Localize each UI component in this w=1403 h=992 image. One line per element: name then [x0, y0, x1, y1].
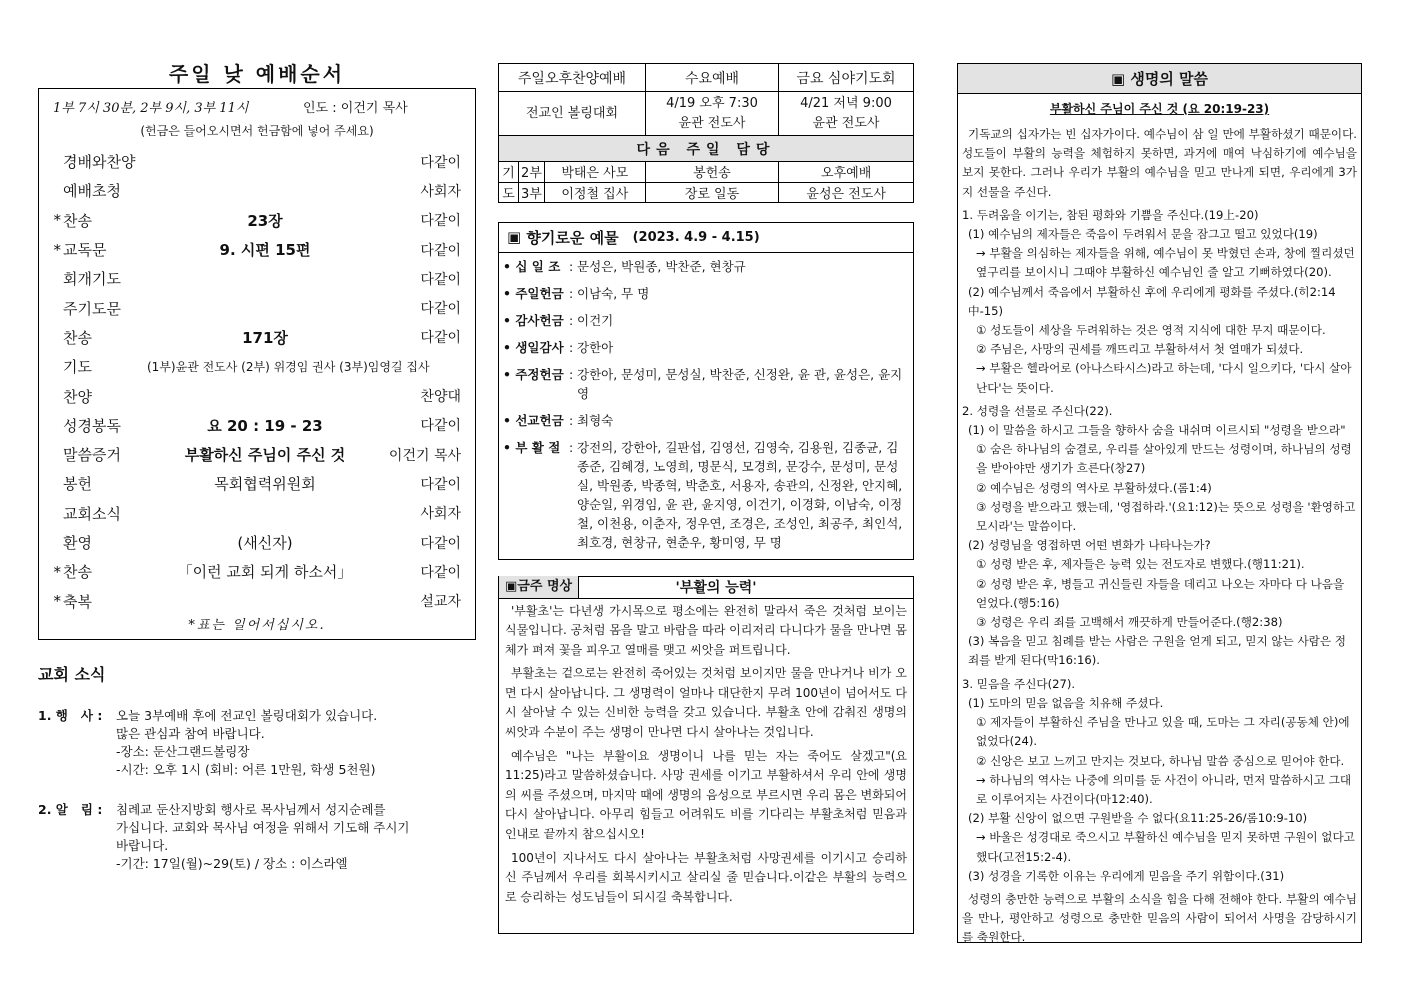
sermon-line: → 하나님의 역사는 나중에 의미를 둔 사건이 아니라, 먼저 말씀하시고 그대로 이루어지는 사건이다(마12:40). — [976, 772, 1352, 806]
sermon-line: (3) 성경을 기록한 이유는 우리에게 믿음을 주기 위함이다.(31) — [968, 868, 1285, 883]
friday-time: 4/21 저녁 9:00 — [800, 95, 892, 111]
order-label: 환영 — [63, 534, 92, 552]
sermon-line: 1. 두려움을 이기는, 참된 평화와 기쁨을 주신다.(19上-20) — [962, 207, 1259, 222]
square-icon: ▣ — [505, 579, 518, 594]
sermon-line: ② 성령 받은 후, 병들고 귀신들린 자들을 데리고 나오는 자마다 다 나음을 얻었다.(행5:16) — [976, 576, 1345, 610]
offering-list — [499, 253, 913, 556]
order-row — [39, 381, 475, 410]
duty-evening: 윤성은 전도사 — [779, 182, 914, 202]
order-label: 경배와찬양 — [63, 153, 136, 172]
schedule-header: 금요 심야기도회 — [779, 64, 914, 92]
offering-label: • 선교헌금 — [503, 412, 564, 428]
order-responsible: 이건기 목사 — [388, 447, 461, 464]
sermon-closing: 성령의 충만한 능력으로 부활의 소식을 힘을 다해 전해야 한다. 부활의 예수님을 만나, 평안하고 성령으로 충만한 믿음의 사람이 되어서 사명을 감당하시기를 축원한다. — [962, 891, 1357, 945]
offering-row — [499, 307, 913, 334]
news-line: -기간: 17일(월)~29(토) / 장소 : 이스라엘 — [116, 856, 348, 871]
colon: : — [569, 312, 574, 328]
duty-table — [498, 162, 914, 203]
sermon-line: (2) 예수님께서 죽음에서 부활하신 후에 우리에게 평화를 주셨다.(히2:14中-15) — [968, 284, 1336, 318]
sermon-line: 2. 성령을 선물로 주신다(22). — [962, 403, 1113, 418]
order-label: 찬송 — [63, 328, 92, 347]
meditation-header — [499, 577, 913, 599]
meditation-paragraph: 부활초는 겉으로는 완전히 죽어있는 것처럼 보이지만 물을 만나거나 비가 오면 다시 살아납니다. 그 생명력이 얼마나 대단한지 무려 100년이 넘어서도 다시 살아날 수 있는 신비한 능력을 갖고 있습니다. 부활초 안에 감춰진 생명의 씨앗과 수분이 주는 생명이 만나면 다시 살아나는 것입니다. — [505, 666, 907, 740]
offering-names: 이남숙, 무 명 — [577, 285, 650, 301]
schedule-cell — [646, 92, 779, 136]
sermon-line: (1) 예수님의 제자들은 죽음이 두려워서 문을 잠그고 떨고 있었다(19) — [968, 227, 1318, 242]
order-label: 찬송 — [63, 563, 92, 582]
order-row — [39, 469, 475, 498]
order-detail: 171장 — [242, 328, 288, 347]
meditation-title: '부활의 능력' — [675, 580, 757, 596]
duty-evening: 오후예배 — [779, 162, 914, 182]
sermon-line: → 바울은 성경대로 죽으시고 부활하신 예수님을 믿지 못하면 구원이 없다고 했다(고전15:2-4). — [976, 830, 1355, 864]
order-responsible: 다같이 — [420, 418, 461, 435]
offering-row — [499, 334, 913, 361]
church-news-list — [38, 707, 476, 873]
order-responsible: 설교자 — [420, 594, 461, 611]
sermon-intro: 기독교의 십자가는 빈 십자가이다. 예수님이 삼 일 만에 부활하셨기 때문이다. 성도들이 부활의 능력을 체험하지 못하면, 과거에 매여 낙심하기에 예수님을 보지 못한다. 그러나 우리가 부활의 예수님을 믿고 만나게 되면, 우리에게 3가지 선물을 주신다. — [962, 127, 1357, 199]
order-responsible: 다같이 — [420, 271, 461, 288]
schedule-cell — [779, 92, 914, 136]
offering-label: • 주정헌금 — [503, 366, 564, 382]
order-row — [39, 235, 475, 264]
sermon-line: ② 예수님은 성령의 역사로 부활하셨다.(롬1:4) — [976, 480, 1212, 495]
order-label: 말씀증거 — [63, 446, 121, 465]
sermon-line: ① 성도들이 세상을 두려워하는 것은 영적 지식에 대한 무지 때문이다. — [976, 323, 1326, 338]
order-label: 축복 — [63, 592, 92, 611]
news-item — [38, 707, 476, 779]
order-row — [39, 323, 475, 352]
duty-part: 2부 — [518, 162, 544, 182]
standing-mark: * — [53, 240, 61, 259]
sermon-subtitle: 부활하신 주님이 주신 것 (요 20:19-23) — [1049, 102, 1270, 116]
sermon-line: (2) 성령님을 영접하면 어떤 변화가 나타나는가? — [968, 538, 1211, 553]
worship-order-column — [38, 58, 476, 873]
order-detail: 「이런 교회 되게 하소서」 — [177, 563, 353, 582]
order-list — [39, 147, 475, 616]
sermon-column — [957, 63, 1362, 943]
offering-names: 강한아, 문성미, 문성실, 박찬준, 신정완, 윤 관, 윤성은, 윤지영 — [577, 366, 903, 401]
order-label: 성경봉독 — [63, 416, 121, 435]
colon: : — [569, 366, 574, 382]
news-line: -시간: 오후 1시 (회비: 어른 1만원, 학생 5천원) — [116, 762, 376, 777]
offering-label: • 감사헌금 — [503, 312, 564, 328]
news-label: 1. 행 사 : — [38, 708, 103, 723]
order-responsible: 다같이 — [420, 476, 461, 493]
meditation-paragraph: 예수님은 "나는 부활이요 생명이니 나를 믿는 자는 죽어도 살겠고"(요11:25)라고 말씀하셨습니다. 사망 권세를 이기고 부활하셔서 우리 안에 생명의 씨를 주셨으며, 마지막 때에 생명의 음성으로 부르시면 우리 몸은 변화되어 다시 살아납니다. 아무리 힘들고 어려워도 비를 기다리는 부활초처럼 믿음과 인내로 끝까지 참으십시오! — [505, 748, 907, 842]
order-responsible: 다같이 — [420, 535, 461, 552]
offering-label: • 주일헌금 — [503, 285, 564, 301]
sermon-line: (1) 도마의 믿음 없음을 치유해 주셨다. — [968, 695, 1164, 710]
colon: : — [569, 412, 574, 428]
offering-names: 문성은, 박원종, 박찬준, 현창규 — [577, 258, 746, 274]
order-label: 봉헌 — [63, 475, 92, 494]
offering-row — [499, 280, 913, 307]
order-row — [39, 352, 475, 381]
schedule-header: 주일오후찬양예배 — [499, 64, 646, 92]
sermon-line: ① 숨은 하나님의 숨결로, 우리를 살아있게 만드는 성령이며, 하나님의 성령을 받아야만 생기가 흐른다(창27) — [976, 442, 1352, 476]
order-row — [39, 528, 475, 557]
sermon-line: ③ 성령을 받으라고 했는데, '영접하라.'(요1:12)는 뜻으로 성령을 '환영하고 모시라'는 말씀이다. — [976, 499, 1356, 534]
page-title: 주일 낮 예배순서 — [168, 62, 346, 86]
standing-mark: * — [53, 562, 61, 581]
schedule-header: 수요예배 — [646, 64, 779, 92]
offering-header — [499, 223, 913, 253]
service-times: 1부 7시 30분, 2부 9시, 3부 11시 — [53, 101, 249, 116]
sermon-line: (1) 이 말씀을 하시고 그들을 향하사 숨을 내쉬며 이르시되 "성령을 받으라" — [968, 423, 1346, 438]
offering-names: 강전의, 강한아, 길판섭, 김영선, 김영숙, 김용원, 김종균, 김종준, 김혜경, 노영희, 명문식, 모경희, 문강수, 문성미, 문성실, 박원종, 박종혁, 박춘호, 서용자, 송관의, 신정완, 안지혜, 양순일, 위경임, 윤 관, 윤지영, 이건기, 이경화, 이남숙, 이정철, 이천용, 이춘자, 정우연, 조경은, 조성인, 최공주, 최인석, 최호경, 현창규, 현춘우, 황미영, 무 명 — [577, 439, 903, 550]
square-icon: ▣ — [507, 228, 527, 246]
news-line: 바랍니다. — [116, 838, 169, 853]
sermon-line: (3) 복음을 믿고 침례를 받는 사람은 구원을 얻게 되고, 믿지 않는 사람은 정죄를 받게 된다(막16:16). — [968, 634, 1346, 668]
order-label: 찬양 — [63, 387, 92, 406]
order-detail: 23장 — [247, 211, 283, 230]
news-item — [38, 801, 476, 873]
sermon-line: → 부활은 헬라어로 (아나스타시스)라고 하는데, '다시 일으키다, '다시 살아난다'는 뜻이다. — [976, 361, 1352, 395]
order-responsible: 다같이 — [420, 330, 461, 347]
order-detail: 목회협력위원회 — [214, 475, 316, 494]
service-leader: 인도 : 이건기 목사 — [303, 101, 408, 116]
offering-title: 향기로운 예물 — [526, 228, 619, 247]
order-label: 예배초청 — [63, 182, 121, 201]
sermon-body — [958, 117, 1361, 948]
sermon-line: ② 신앙은 보고 느끼고 만지는 것보다, 하나님 말씀 중심으로 믿어야 한다. — [976, 753, 1345, 768]
order-label: 교독문 — [63, 241, 107, 260]
sermon-line: → 부활을 의심하는 제자들을 위해, 예수님이 못 박혔던 손과, 창에 찔리셨던 옆구리를 보이시니 그때야 부활하신 예수님인 줄 알고 기뻐하였다(20). — [976, 246, 1355, 280]
order-detail: (1부)윤관 전도사 (2부) 위경임 권사 (3부)임영길 집사 — [147, 360, 430, 375]
sermon-line: ② 주님은, 사망의 권세를 깨뜨리고 부활하셔서 첫 열매가 되셨다. — [976, 342, 1304, 357]
order-responsible: 사회자 — [420, 183, 461, 200]
order-row — [39, 499, 475, 528]
offering-note: (헌금은 들어오시면서 헌금함에 넣어 주세요) — [140, 124, 374, 138]
order-row — [39, 557, 475, 586]
sermon-line: 3. 믿음을 주신다(27). — [962, 676, 1076, 691]
order-row — [39, 440, 475, 469]
order-responsible: 다같이 — [420, 301, 461, 318]
wednesday-leader: 윤관 전도사 — [678, 115, 746, 131]
sermon-line: ① 성령 받은 후, 제자들은 능력 있는 전도자로 변했다.(행11:21). — [976, 557, 1305, 572]
order-row — [39, 411, 475, 440]
meditation-paragraph: 100년이 지나서도 다시 살아나는 부활초처럼 사망권세를 이기시고 승리하신 주님께서 우리를 회복시키시고 살리실 줄 믿습니다.이같은 부활의 능력으로 승리하는 성도님들이 되시길 축복합니다. — [505, 850, 907, 904]
colon: : — [569, 285, 574, 301]
order-row — [39, 206, 475, 235]
sermon-line: ① 제자들이 부활하신 주님을 만나고 있을 때, 도마는 그 자리(공동체 안)에 없었다(24). — [976, 715, 1350, 749]
offering-row — [499, 253, 913, 280]
offering-date: (2023. 4.9 - 4.15) — [632, 229, 760, 245]
duty-part: 3부 — [518, 182, 544, 202]
offering-row — [499, 361, 913, 407]
duty-name: 박태은 사모 — [544, 162, 645, 182]
order-header — [39, 89, 475, 116]
meditation-paragraph: '부활초'는 다년생 가시목으로 평소에는 완전히 말라서 죽은 것처럼 보이는 식물입니다. 공처럼 몸을 말고 바람을 따라 이리저리 다니다가 물을 만나면 몸체가 펴져 꽃을 피우고 열매를 맺고 씨앗을 퍼트립니다. — [505, 603, 907, 657]
duty-name: 이정철 집사 — [544, 182, 645, 202]
offering-row — [499, 434, 913, 556]
friday-leader: 윤관 전도사 — [812, 115, 880, 131]
sermon-outline — [962, 206, 1357, 886]
news-line: 침례교 둔산지방회 행사로 목사님께서 성지순례를 — [116, 802, 386, 817]
order-detail: 요 20 : 19 - 23 — [207, 416, 323, 435]
offering-names: 최형숙 — [577, 412, 614, 428]
order-responsible: 사회자 — [420, 506, 461, 523]
duty-offer: 장로 일동 — [645, 182, 779, 202]
order-row — [39, 147, 475, 176]
news-line: 가십니다. 교회와 목사님 여정을 위해서 기도해 주시기 — [116, 820, 410, 835]
sermon-line: (2) 부활 신앙이 없으면 구원받을 수 없다(요11:25-26/롬10:9-10) — [968, 811, 1308, 826]
order-row — [39, 264, 475, 293]
news-body — [116, 801, 476, 873]
order-responsible: 다같이 — [420, 242, 461, 259]
order-responsible: 다같이 — [420, 213, 461, 230]
meditation-label: ▣금주 명상 — [499, 576, 579, 598]
schedule-cell: 전교인 볼링대회 — [499, 92, 646, 136]
news-body — [116, 707, 476, 779]
colon: : — [569, 258, 574, 274]
order-detail: 9. 시편 15편 — [219, 241, 311, 260]
offering-label: • 부 활 절 — [503, 439, 561, 455]
offering-names: 강한아 — [577, 339, 614, 355]
duty-gi: 기 — [499, 162, 519, 182]
schedule-column — [498, 63, 916, 934]
news-line: -장소: 둔산그랜드볼링장 — [116, 744, 250, 759]
order-row — [39, 586, 475, 615]
colon: : — [569, 339, 574, 355]
order-label: 찬송 — [63, 211, 92, 230]
duty-do: 도 — [499, 182, 519, 202]
news-line: 오늘 3부예배 후에 전교인 볼링대회가 있습니다. — [116, 708, 378, 723]
order-row — [39, 176, 475, 205]
offering-label: • 십 일 조 — [503, 258, 561, 274]
standing-note: *표는 일어서십시오. — [188, 618, 326, 633]
offering-label: • 생일감사 — [503, 339, 564, 355]
sermon-title: ▣ 생명의 말씀 — [958, 64, 1361, 94]
order-label: 주기도문 — [63, 299, 121, 318]
offering-box — [498, 222, 914, 560]
church-news-title: 교회 소식 — [38, 665, 106, 684]
news-line: 많은 관심과 참여 바랍니다. — [116, 726, 265, 741]
offering-names: 이건기 — [577, 312, 614, 328]
schedule-table — [498, 63, 914, 162]
offering-row — [499, 407, 913, 434]
order-detail: 부활하신 주님이 주신 것 — [184, 446, 346, 465]
wednesday-time: 4/19 오후 7:30 — [666, 95, 758, 111]
next-week-title: 다음 주일 담당 — [499, 136, 914, 162]
order-label: 회개기도 — [63, 270, 121, 289]
worship-order-box — [38, 88, 476, 640]
order-label: 기도 — [63, 358, 92, 377]
order-label: 교회소식 — [63, 504, 121, 523]
order-row — [39, 293, 475, 322]
sermon-line: ③ 성령은 우리 죄를 고백해서 깨끗하게 만들어준다.(행2:38) — [976, 615, 1283, 630]
meditation-box — [498, 576, 914, 934]
duty-offer: 봉헌송 — [645, 162, 779, 182]
order-detail: (새신자) — [237, 534, 293, 552]
order-responsible: 다같이 — [420, 154, 461, 171]
news-label: 2. 알 림 : — [38, 802, 103, 817]
order-responsible: 다같이 — [420, 564, 461, 581]
meditation-body — [499, 599, 913, 916]
standing-mark: * — [53, 211, 61, 230]
order-responsible: 찬양대 — [420, 389, 461, 406]
colon: : — [569, 439, 574, 455]
standing-mark: * — [53, 592, 61, 611]
